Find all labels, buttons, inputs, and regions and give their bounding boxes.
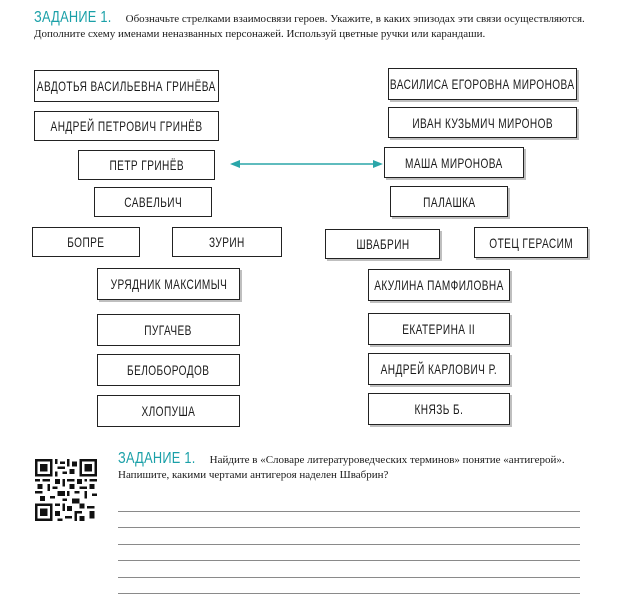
answer-line[interactable] — [118, 512, 580, 529]
task2-label: ЗАДАНИЕ 1. — [118, 450, 196, 467]
task2-heading — [118, 451, 598, 483]
box-vasilisa-mironova: ВАСИЛИСА ЕГОРОВНА МИРОНОВА — [388, 68, 577, 100]
box-pugachev: ПУГАЧЕВ — [97, 314, 240, 346]
box-otets-gerasim: ОТЕЦ ГЕРАСИМ — [474, 227, 588, 258]
box-ekaterina: ЕКАТЕРИНА II — [368, 313, 510, 345]
box-ivan-mironov: ИВАН КУЗЬМИЧ МИРОНОВ — [388, 107, 577, 138]
box-avdotya-grineva: АВДОТЬЯ ВАСИЛЬЕВНА ГРИНЁВА — [34, 70, 219, 102]
box-khlopusha: ХЛОПУША — [97, 395, 240, 427]
task1-text: Обозначьте стрелками взаимосвязи героев. Укажите, в каких эпизодах эти связи осуществляются. Дополните схему именами неназванных персонажей. Используй цветные ручки или карандаши. — [34, 13, 585, 40]
answer-line[interactable] — [118, 561, 580, 578]
box-palashka: ПАЛАШКА — [390, 186, 508, 217]
answer-line[interactable] — [118, 578, 580, 595]
answer-line[interactable] — [118, 545, 580, 562]
answer-line[interactable] — [118, 528, 580, 545]
answer-line[interactable] — [118, 495, 580, 512]
qr-code-icon — [35, 459, 97, 521]
answer-lines[interactable] — [118, 495, 580, 594]
box-zurin: ЗУРИН — [172, 227, 282, 257]
box-shvabrin: ШВАБРИН — [325, 229, 440, 259]
box-beloborodov: БЕЛОБОРОДОВ — [97, 354, 240, 386]
box-andrey-karlovich: АНДРЕЙ КАРЛОВИЧ Р. — [368, 353, 510, 385]
box-savelich: САВЕЛЬИЧ — [94, 187, 212, 217]
box-uryadnik-maksimych: УРЯДНИК МАКСИМЫЧ — [97, 268, 240, 300]
task1-label: ЗАДАНИЕ 1. — [34, 9, 112, 26]
box-andrey-grinev: АНДРЕЙ ПЕТРОВИЧ ГРИНЁВ — [34, 111, 219, 141]
task2-text: Найдите в «Словаре литературоведческих терминов» понятие «антигерой». Напишите, какими чертами антигероя наделен Швабрин? — [118, 454, 565, 481]
box-bopre: БОПРЕ — [32, 227, 140, 257]
box-petr-grinev: ПЕТР ГРИНЁВ — [78, 150, 215, 180]
box-masha-mironova: МАША МИРОНОВА — [384, 147, 524, 178]
box-akulina-pamfilovna: АКУЛИНА ПАМФИЛОВНА — [368, 269, 510, 301]
box-knyaz-b: КНЯЗЬ Б. — [368, 393, 510, 425]
